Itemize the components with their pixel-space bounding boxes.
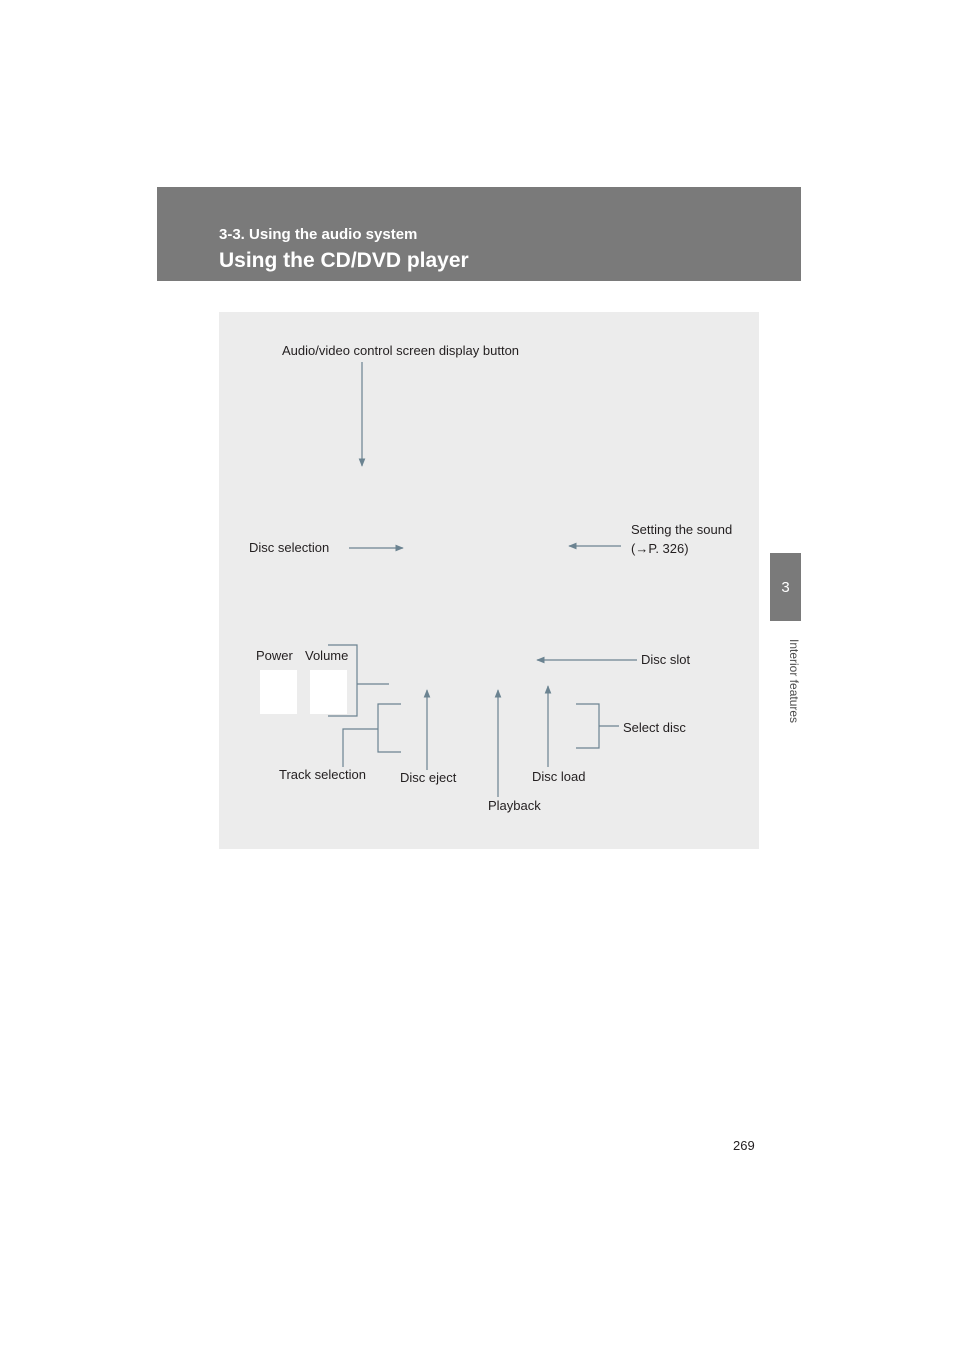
- power-label: Power: [256, 648, 293, 663]
- setting-sound-label: Setting the sound: [631, 522, 733, 537]
- disc-selection-label: Disc selection: [249, 540, 330, 555]
- audio-figure: [219, 312, 759, 849]
- volume-label: Volume: [305, 648, 349, 663]
- track-selection-bracket: [378, 704, 401, 752]
- disc-eject-label: Disc eject: [400, 770, 457, 785]
- disc-load-label: Disc load: [532, 769, 586, 784]
- playback-label: Playback: [488, 798, 541, 813]
- page-number: 269: [733, 1138, 755, 1153]
- section-label: 3-3. Using the audio system: [219, 226, 418, 243]
- page-title: Using the CD/DVD player: [219, 249, 469, 272]
- select-disc-label: Select disc: [623, 720, 686, 735]
- av-button-label: Audio/video control screen display button: [282, 343, 520, 358]
- volume-button-graphic: [310, 670, 347, 714]
- chapter-tab-label: Interior features: [787, 638, 801, 724]
- setting-sound-ref: (→P. 326): [631, 541, 689, 556]
- power-button-graphic: [260, 670, 297, 714]
- select-disc-bracket: [576, 704, 599, 748]
- section-header: [157, 187, 801, 281]
- track-selection-tail: [343, 729, 378, 767]
- chapter-tab: 3: [770, 553, 801, 621]
- disc-slot-label: Disc slot: [641, 652, 691, 667]
- track-selection-label: Track selection: [279, 767, 366, 782]
